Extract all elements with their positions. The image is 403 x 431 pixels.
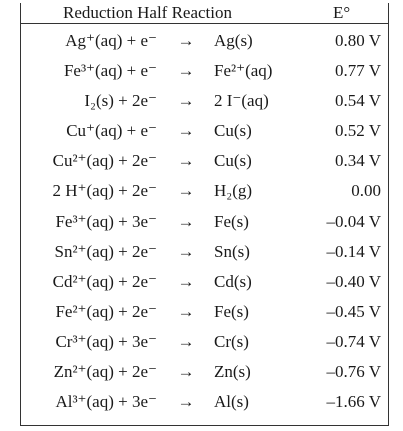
table-row (21, 236, 388, 266)
reactants-cell: Ag⁺(aq) + e⁻ (65, 31, 157, 50)
header-potential: E° (333, 3, 351, 22)
table-row (21, 85, 388, 115)
potential-cell: –0.14 V (326, 241, 381, 261)
table-row (21, 115, 388, 145)
potential-cell: 0.52 V (335, 121, 381, 141)
potential-cell: –1.66 V (326, 392, 381, 412)
potential-cell: –0.76 V (326, 362, 381, 382)
table-row (21, 326, 388, 356)
reactants-cell: Sn²⁺(aq) + 2e⁻ (54, 241, 157, 261)
potential-cell: 0.80 V (335, 31, 381, 50)
product-cell: Al(s) (214, 392, 249, 412)
product-cell: Zn(s) (214, 362, 251, 382)
arrow-cell: → (177, 271, 195, 291)
arrow-cell: → (177, 31, 195, 50)
table-row (21, 25, 388, 55)
potential-cell: –0.45 V (326, 301, 381, 321)
table-row (21, 175, 388, 205)
arrow-cell: → (177, 301, 195, 321)
reactants-cell: Cu⁺(aq) + e⁻ (66, 121, 157, 141)
product-cell: Sn(s) (214, 241, 250, 261)
table-row (21, 206, 388, 236)
header-reaction: Reduction Half Reaction (63, 3, 233, 22)
table-row (21, 55, 388, 85)
table-row (21, 145, 388, 175)
table-body (21, 25, 388, 416)
table-row (21, 386, 388, 416)
table-row (21, 266, 388, 296)
product-cell: Fe²⁺(aq) (214, 61, 273, 81)
product-cell: Fe(s) (214, 211, 249, 231)
potential-cell: 0.77 V (335, 61, 381, 81)
arrow-cell: → (177, 151, 195, 171)
product-cell: Cu(s) (214, 121, 252, 141)
product-cell: 2 I⁻(aq) (214, 91, 269, 111)
reactants-cell: Cd²⁺(aq) + 2e⁻ (52, 271, 157, 291)
potential-cell: –0.74 V (326, 331, 381, 351)
reactants-cell: Fe³⁺(aq) + e⁻ (63, 61, 157, 81)
reactants-cell: Fe²⁺(aq) + 2e⁻ (55, 301, 157, 321)
potential-cell: 0.54 V (335, 91, 381, 111)
product-cell: Ag(s) (214, 31, 253, 50)
product-cell: Fe(s) (214, 301, 249, 321)
reactants-cell: Zn²⁺(aq) + 2e⁻ (53, 362, 157, 382)
arrow-cell: → (177, 362, 195, 382)
reduction-potential-table (20, 3, 389, 426)
arrow-cell: → (177, 121, 195, 141)
reactants-cell: Cu²⁺(aq) + 2e⁻ (52, 151, 157, 171)
reactants-cell: Cr³⁺(aq) + 3e⁻ (55, 331, 157, 351)
reactants-cell: 2 H⁺(aq) + 2e⁻ (52, 181, 157, 201)
potential-cell: 0.00 (351, 181, 381, 201)
table-row (21, 356, 388, 386)
reactants-cell: Fe³⁺(aq) + 3e⁻ (55, 211, 157, 231)
table-header (21, 3, 388, 24)
product-cell: H₂(g) (214, 181, 253, 201)
table-row (21, 296, 388, 326)
arrow-cell: → (177, 61, 195, 81)
arrow-cell: → (177, 211, 195, 231)
arrow-cell: → (177, 392, 195, 412)
arrow-cell: → (177, 91, 195, 111)
potential-cell: –0.40 V (326, 271, 381, 291)
product-cell: Cr(s) (214, 331, 249, 351)
potential-cell: –0.04 V (326, 211, 381, 231)
reactants-cell: I₂(s) + 2e⁻ (84, 91, 157, 111)
potential-cell: 0.34 V (335, 151, 381, 171)
product-cell: Cu(s) (214, 151, 252, 171)
product-cell: Cd(s) (214, 271, 252, 291)
arrow-cell: → (177, 241, 195, 261)
reactants-cell: Al³⁺(aq) + 3e⁻ (55, 392, 157, 412)
arrow-cell: → (177, 331, 195, 351)
arrow-cell: → (177, 181, 195, 201)
